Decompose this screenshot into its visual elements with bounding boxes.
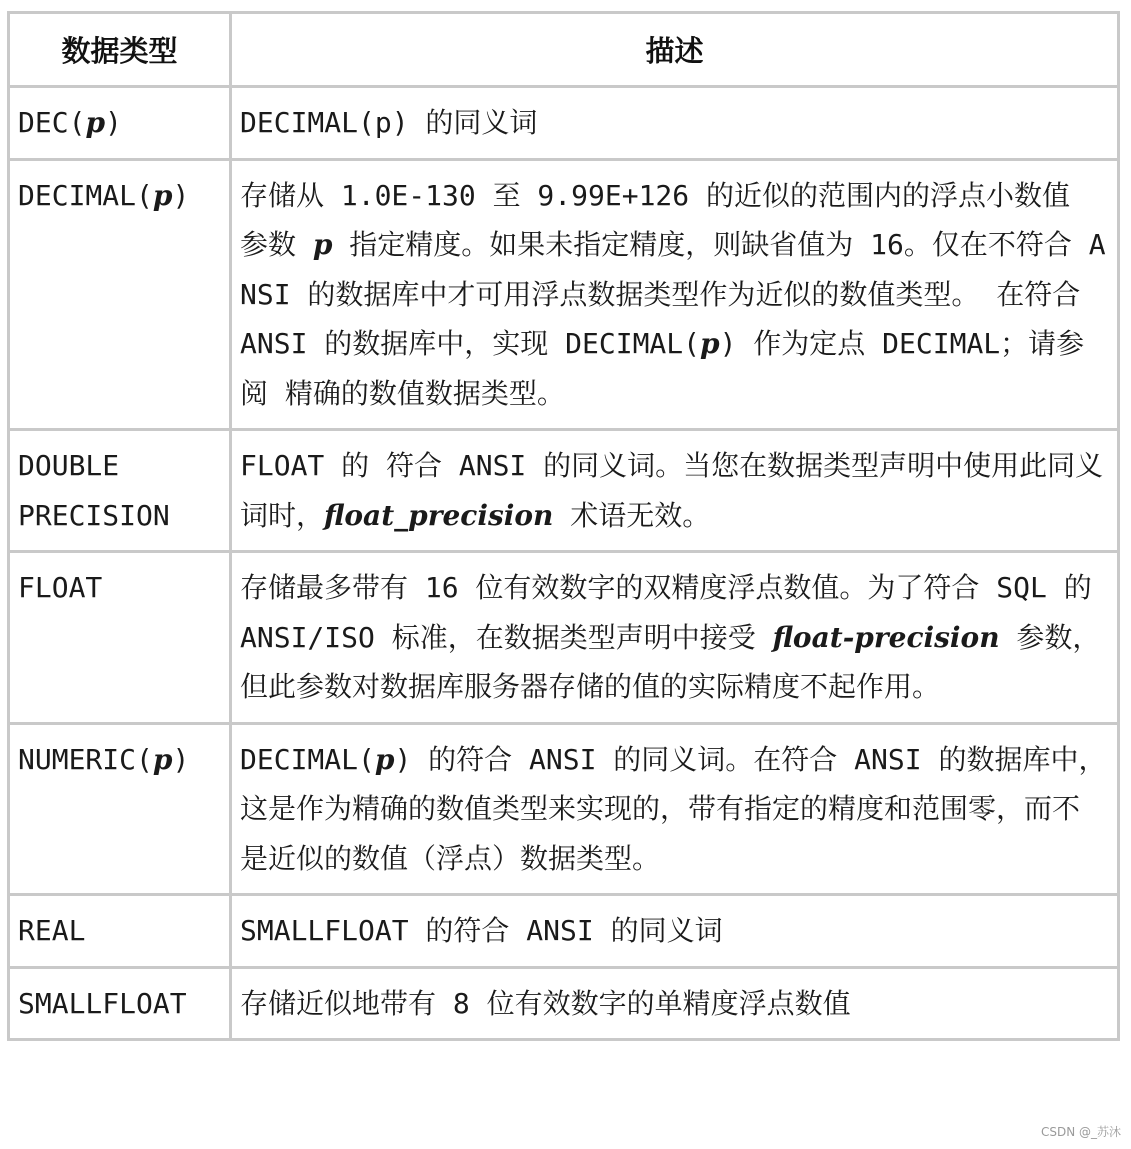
data-types-table (7, 11, 1120, 1041)
description-text: ) 作为定点 DECIMAL；请参阅 精确的数值数据类型。 (240, 327, 1085, 410)
table-row (9, 967, 1119, 1040)
type-cell (9, 87, 231, 160)
type-cell (9, 552, 231, 724)
table-row (9, 159, 1119, 430)
description-text: 参数，但此参数对数据库服务器存储的值的实际精度不起作用。 (240, 620, 1101, 703)
type-cell (9, 895, 231, 968)
description-text: 存储从 1.0E-130 至 9.99E+126 的近似的范围内的浮点小数值 (240, 178, 1071, 212)
description-text: 存储最多带有 16 位有效数字的双精度浮点数值。为了符合 SQL 的 ANSI/ISO 标准，在数据类型声明中接受 (240, 571, 1092, 654)
description-text: 参数 (240, 228, 313, 261)
type-cell (9, 430, 231, 552)
type-param: p (152, 742, 173, 776)
table-row (9, 430, 1119, 552)
type-name: DOUBLE (18, 449, 120, 482)
type-name: DEC( (18, 106, 86, 139)
table-header (9, 13, 1119, 87)
description-cell (231, 895, 1119, 968)
description-cell (231, 159, 1119, 430)
table-row (9, 87, 1119, 160)
type-suffix: ) (105, 106, 122, 139)
type-param: p (85, 106, 106, 139)
description-paragraph (240, 220, 1107, 418)
type-cell (9, 159, 231, 430)
description-cell (231, 87, 1119, 160)
watermark: CSDN @_苏沐 (1040, 1125, 1121, 1139)
header-data-type: 数据类型 (9, 13, 231, 87)
type-name: FLOAT (18, 571, 103, 604)
description-cell (231, 723, 1119, 895)
type-name: REAL (18, 914, 86, 947)
type-name: DECIMAL( (18, 178, 153, 212)
type-cell (9, 723, 231, 895)
table-body (9, 87, 1119, 1040)
param-term: p (374, 742, 395, 776)
header-row (9, 13, 1119, 87)
table-row (9, 552, 1119, 724)
type-name: NUMERIC( (18, 742, 153, 776)
type-suffix: ) (172, 178, 190, 212)
table-row (9, 895, 1119, 968)
description-text: FLOAT 的 符合 ANSI 的同义词。当您在数据类型声明中使用此同义词时， (240, 449, 1104, 532)
description-cell (231, 967, 1119, 1040)
param-term: float-precision (772, 620, 1000, 654)
description-text: DECIMAL( (240, 742, 375, 776)
description-text: DECIMAL(p) 的同义词 (240, 106, 538, 139)
description-text: SMALLFLOAT 的符合 ANSI 的同义词 (240, 914, 723, 947)
description-cell (231, 430, 1119, 552)
description-text: 指定精度。如果未指定精度，则缺省值为 16。仅在不符合 ANSI 的数据库中才可用浮点数据类型作为近似的数值类型。 在符合 ANSI 的数据库中，实现 DECIMAL( (240, 228, 1106, 360)
type-name: PRECISION (18, 498, 170, 532)
description-text: ) 的符合 ANSI 的同义词。在符合 ANSI 的数据库中，这是作为精确的数值类型来实现的，带有指定的精度和范围零，而不是近似的数值（浮点）数据类型。 (240, 742, 1107, 875)
type-param: p (152, 178, 173, 212)
param-term: p (700, 327, 720, 360)
param-term: p (312, 228, 333, 261)
type-cell (9, 967, 231, 1040)
description-cell (231, 552, 1119, 724)
type-name: SMALLFLOAT (18, 986, 187, 1020)
table-row (9, 723, 1119, 895)
description-text: 存储近似地带有 8 位有效数字的单精度浮点数值 (240, 986, 851, 1020)
type-suffix: ) (172, 742, 190, 776)
description-text: 术语无效。 (553, 498, 711, 532)
param-term: float_precision (324, 498, 554, 532)
header-description: 描述 (231, 13, 1119, 87)
